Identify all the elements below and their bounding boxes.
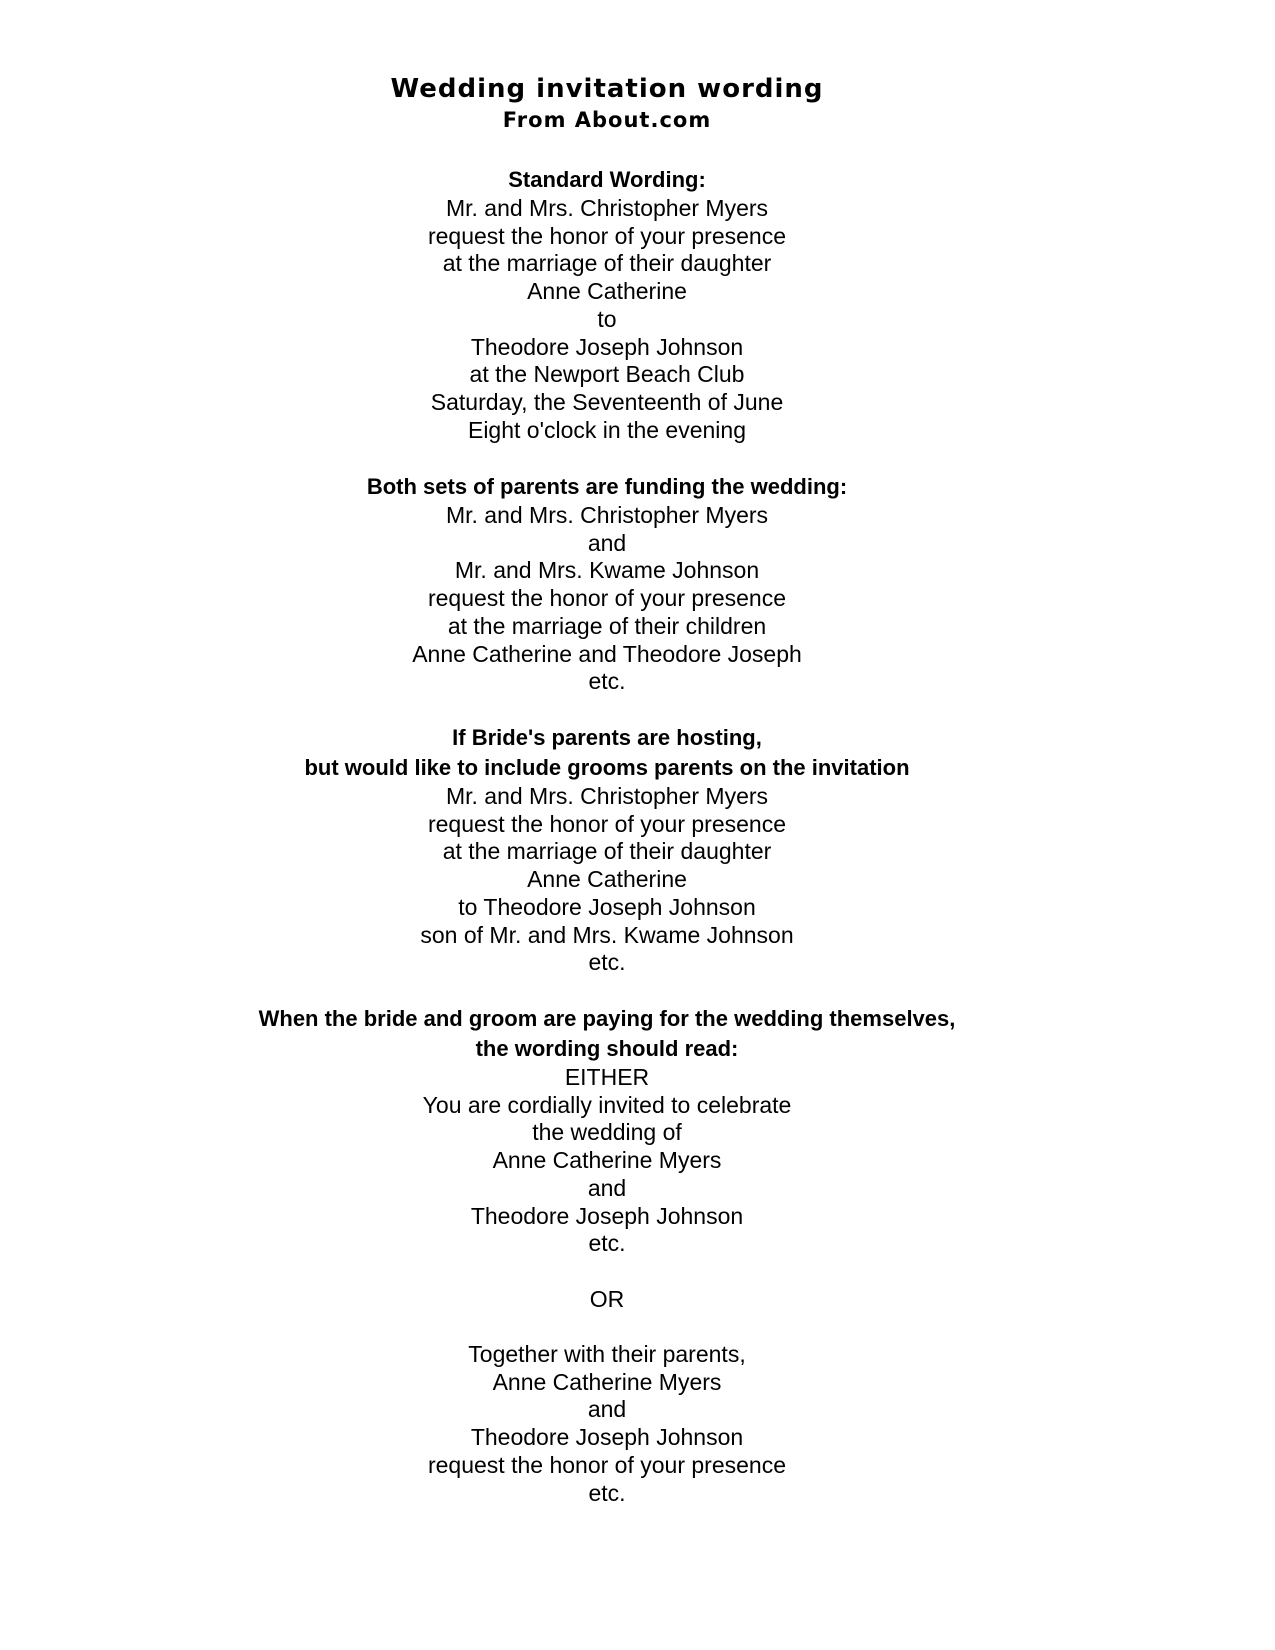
- invitation-line: Eight o'clock in the evening: [467, 416, 746, 443]
- invitation-line: You are cordially invited to celebrate: [422, 1091, 792, 1118]
- invitation-line: at the marriage of their daughter: [442, 838, 772, 865]
- invitation-line: Mr. and Mrs. Christopher Myers: [445, 783, 769, 809]
- invitation-line: request the honor of your presence: [427, 1451, 786, 1478]
- invitation-line: the wedding of: [532, 1119, 682, 1146]
- invitation-line: Mr. and Mrs. Kwame Johnson: [454, 557, 760, 584]
- invitation-line: to Theodore Joseph Johnson: [458, 893, 756, 920]
- invitation-line: Anne Catherine Myers: [492, 1147, 722, 1174]
- invitation-line: Saturday, the Seventeenth of June: [430, 388, 784, 415]
- invitation-line: at the Newport Beach Club: [469, 361, 745, 388]
- invitation-line: and: [587, 1396, 627, 1423]
- section-heading: Both sets of parents are funding the wedding:: [366, 474, 848, 499]
- invitation-line: OR: [589, 1285, 625, 1312]
- invitation-line: Mr. and Mrs. Christopher Myers: [445, 502, 769, 528]
- invitation-line: at the marriage of their daughter: [442, 250, 772, 277]
- invitation-line: to: [597, 305, 617, 332]
- invitation-line: etc.: [588, 1479, 626, 1506]
- invitation-line: Anne Catherine: [527, 278, 687, 305]
- section-both-parents: [0, 472, 1214, 696]
- invitation-line: etc.: [588, 1230, 626, 1257]
- invitation-line: request the honor of your presence: [427, 810, 786, 837]
- invitation-line: request the honor of your presence: [427, 585, 786, 612]
- invitation-line: and: [587, 1174, 627, 1201]
- invitation-line: Theodore Joseph Johnson: [470, 1424, 744, 1451]
- invitation-line: [0, 1313, 1214, 1341]
- section-heading: If Bride's parents are hosting,: [452, 725, 762, 750]
- invitation-line: Anne Catherine Myers: [492, 1368, 722, 1395]
- section-heading: but would like to include grooms parents on the invitation: [304, 755, 910, 780]
- document-subtitle: From About.com: [502, 108, 712, 132]
- invitation-line: etc.: [588, 949, 626, 976]
- section-standard-wording: [0, 165, 1214, 444]
- document-title: Wedding invitation wording: [390, 74, 824, 104]
- invitation-line: Together with their parents,: [468, 1341, 746, 1367]
- section-heading: the wording should read:: [475, 1036, 739, 1061]
- invitation-line: Theodore Joseph Johnson: [470, 333, 744, 360]
- section-heading: When the bride and groom are paying for the wedding themselves,: [258, 1006, 956, 1031]
- invitation-line: [0, 1258, 1214, 1286]
- invitation-line: Mr. and Mrs. Christopher Myers: [445, 195, 769, 221]
- section-couple-paying: [0, 1004, 1214, 1507]
- section-heading: Standard Wording:: [508, 167, 706, 192]
- invitation-line: and: [587, 529, 627, 556]
- section-brides-parents-hosting: [0, 723, 1214, 977]
- invitation-line: Anne Catherine and Theodore Joseph: [412, 640, 802, 667]
- invitation-line: Theodore Joseph Johnson: [470, 1202, 744, 1229]
- invitation-line: son of Mr. and Mrs. Kwame Johnson: [420, 921, 794, 948]
- invitation-line: Anne Catherine: [527, 866, 687, 893]
- invitation-line: etc.: [588, 668, 626, 695]
- invitation-line: at the marriage of their children: [447, 612, 767, 639]
- invitation-line: request the honor of your presence: [427, 222, 786, 249]
- invitation-line: EITHER: [564, 1064, 650, 1090]
